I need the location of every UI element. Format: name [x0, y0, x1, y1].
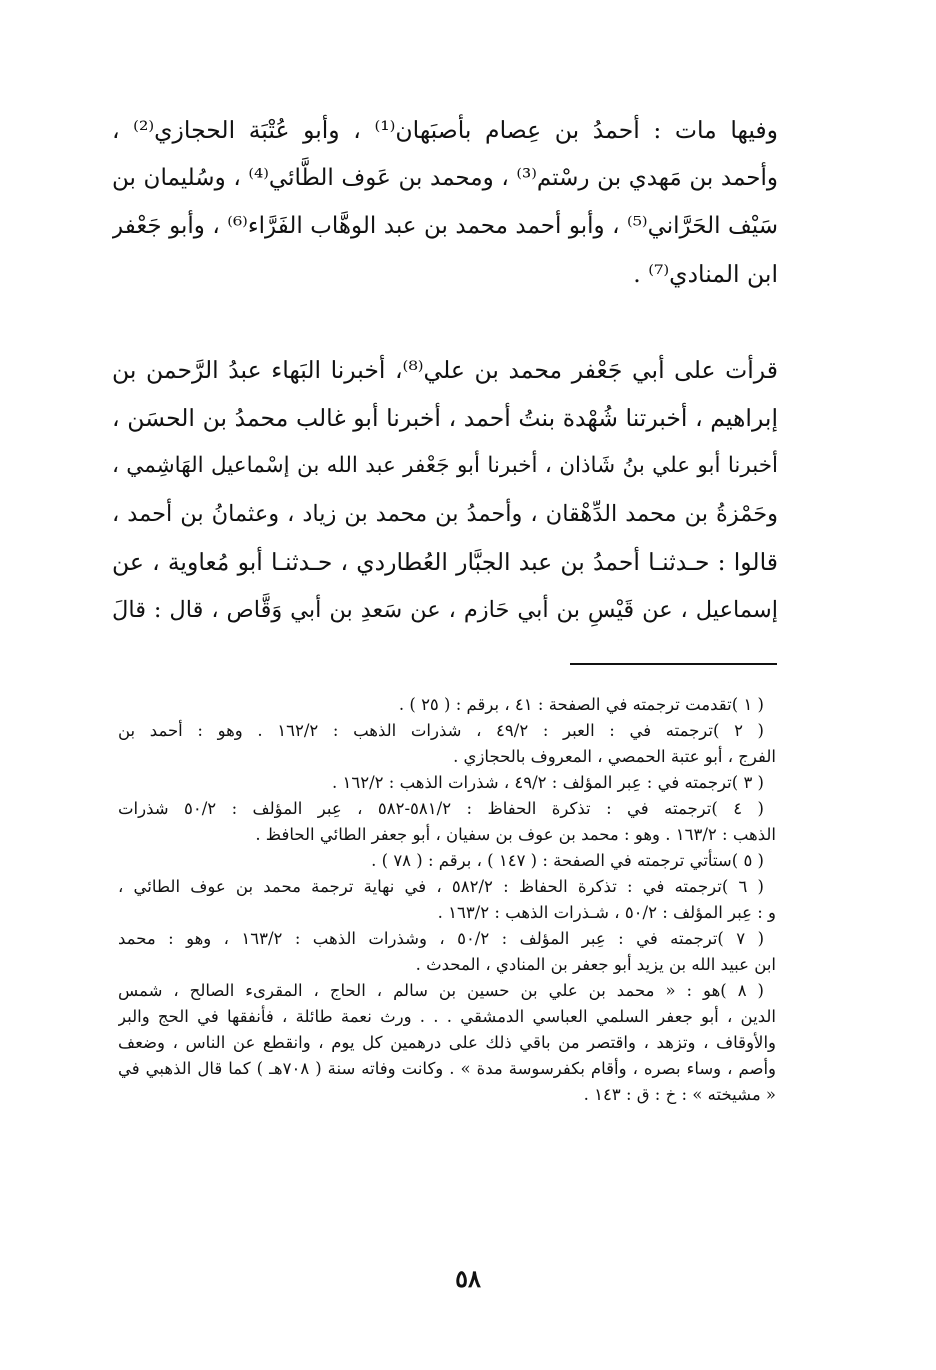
- footnote-2: ( ٢ )ترجمته في : العبر : ٤٩/٢ ، شذرات الذهب : ١٦٢/٢ . وهو : أحمد بن: [118, 721, 764, 740]
- main-paragraph-isnad: [112, 346, 778, 634]
- text-line: سَيْف الحَرَّاني⁽⁵⁾ ، وأبو أحمد محمد بن عبد الوهَّاب الفَرَّاء⁽⁶⁾ ، وأبو جَعْفر: [112, 213, 778, 239]
- footnote-8: ( ٨ )هو : « محمد بن علي بن حسين بن سالم ، الحاج ، المقرىء الصالح ، شمس: [118, 981, 764, 1000]
- footnote-8-cont: الدين ، أبو جعفر السلمي العباسي الدمشقي . . . ورث نعمة طائلة ، فأنفقها في الحج والبر: [118, 1007, 776, 1026]
- footnote-3: ( ٣ )ترجمته في : عِبر المؤلف : ٤٩/٢ ، شذرات الذهب : ١٦٢/٢ .: [332, 773, 764, 792]
- main-paragraph-deaths: [112, 106, 778, 298]
- footnote-separator: [570, 663, 777, 665]
- footnote-7-cont: ابن عبيد الله بن يزيد أبو جعفر بن المنادي ، المحدث .: [415, 955, 776, 974]
- footnote-1: ( ١ )تقدمت ترجمته في الصفحة : ٤١ ، برقم : ( ٢٥ ) .: [398, 695, 764, 714]
- text-line: وحَمْزةُ بن محمد الدِّهْقان ، وأحمدُ بن محمد بن زياد ، وعثمانُ بن أحمد ،: [112, 501, 778, 527]
- footnote-6: ( ٦ )ترجمته في : تذكرة الحفاظ : ٥٨٢/٢ ، في نهاية ترجمة محمد بن عوف الطائي ،: [118, 877, 764, 896]
- text-line: قالوا : حـدثنـا أحمدُ بن عبد الجبَّار العُطاردي ، حـدثنـا أبو مُعاوية ، عن: [112, 548, 778, 576]
- footnote-8-cont: وأصم ، وساء بصره ، وأقام بكفرسوسة مدة » . وكانت وفاته سنة ( ٧٠٨هـ ) كما قال الذهبي في: [118, 1059, 776, 1078]
- footnote-4: ( ٤ )ترجمته في : تذكرة الحفاظ : ٥٨١/٢-٥٨٢ ، عِبر المؤلف : ٥٠/٢ شذرات: [118, 799, 764, 818]
- text-line: ابن المنادي⁽⁷⁾ .: [633, 260, 778, 288]
- footnote-7: ( ٧ )ترجمته في : عِبر المؤلف : ٥٠/٢ ، وشذرات الذهب : ١٦٣/٢ ، وهو : محمد: [118, 929, 765, 948]
- footnote-2-cont: الفرج ، أبو عتبة الحمصي ، المعروف بالحجازي .: [453, 747, 776, 766]
- text-line: إسماعيل ، عن قَيْسِ بن أبي حَازم ، عن سَعدِ بن أبي وَقَّاص ، قال : قالَ: [112, 597, 778, 623]
- text-line: قرأت على أبي جَعْفر محمد بن علي⁽⁸⁾، أخبرنا البَهاء عبدُ الرَّحمن بن: [112, 356, 778, 384]
- footnotes: [118, 692, 776, 1108]
- text-line: أخبرنا أبو علي بنُ شَاذان ، أخبرنا أبو جَعْفر عبد الله بن إسْماعيل الهَاشِمي ،: [112, 453, 778, 478]
- text-line: وأحمد بن مَهدي بن رسْتم⁽³⁾ ، ومحمد بن عَوف الطَّائي⁽⁴⁾ ، وسُليمان بن: [112, 165, 778, 191]
- text-line: إبراهيم ، أخبرتنا شُهْدة بنتُ أحمد ، أخبرنا أبو غالب محمدُ بن الحسَن ،: [112, 404, 778, 432]
- text-line: وفيها مات : أحمدُ بن عِصام بأصبَهان⁽¹⁾ ، وأبو عُتْبَة الحجازي⁽²⁾ ،: [112, 116, 778, 144]
- footnote-6-cont: و : عِبر المؤلف : ٥٠/٢ ، شـذرات الذهب : ١٦٣/٢ .: [437, 903, 776, 922]
- footnote-4-cont: الذهب : ١٦٣/٢ . وهو : محمد بن عوف بن سفيان ، أبو جعفر الطائي الحافظ .: [255, 825, 776, 844]
- page-number: ٥٨: [455, 1264, 481, 1293]
- footnote-8-cont: « مشيخته » : خ : ق : ١٤٣ .: [583, 1085, 776, 1104]
- footnote-8-cont: والأوقاف ، وتزهد ، واقتصر من باقي ذلك على درهمين كل يوم ، وانقطع عن الناس ، وضعف: [118, 1033, 776, 1052]
- footnote-5: ( ٥ )ستأتي ترجمته في الصفحة : ( ١٤٧ ) ، برقم : ( ٧٨ ) .: [371, 851, 764, 870]
